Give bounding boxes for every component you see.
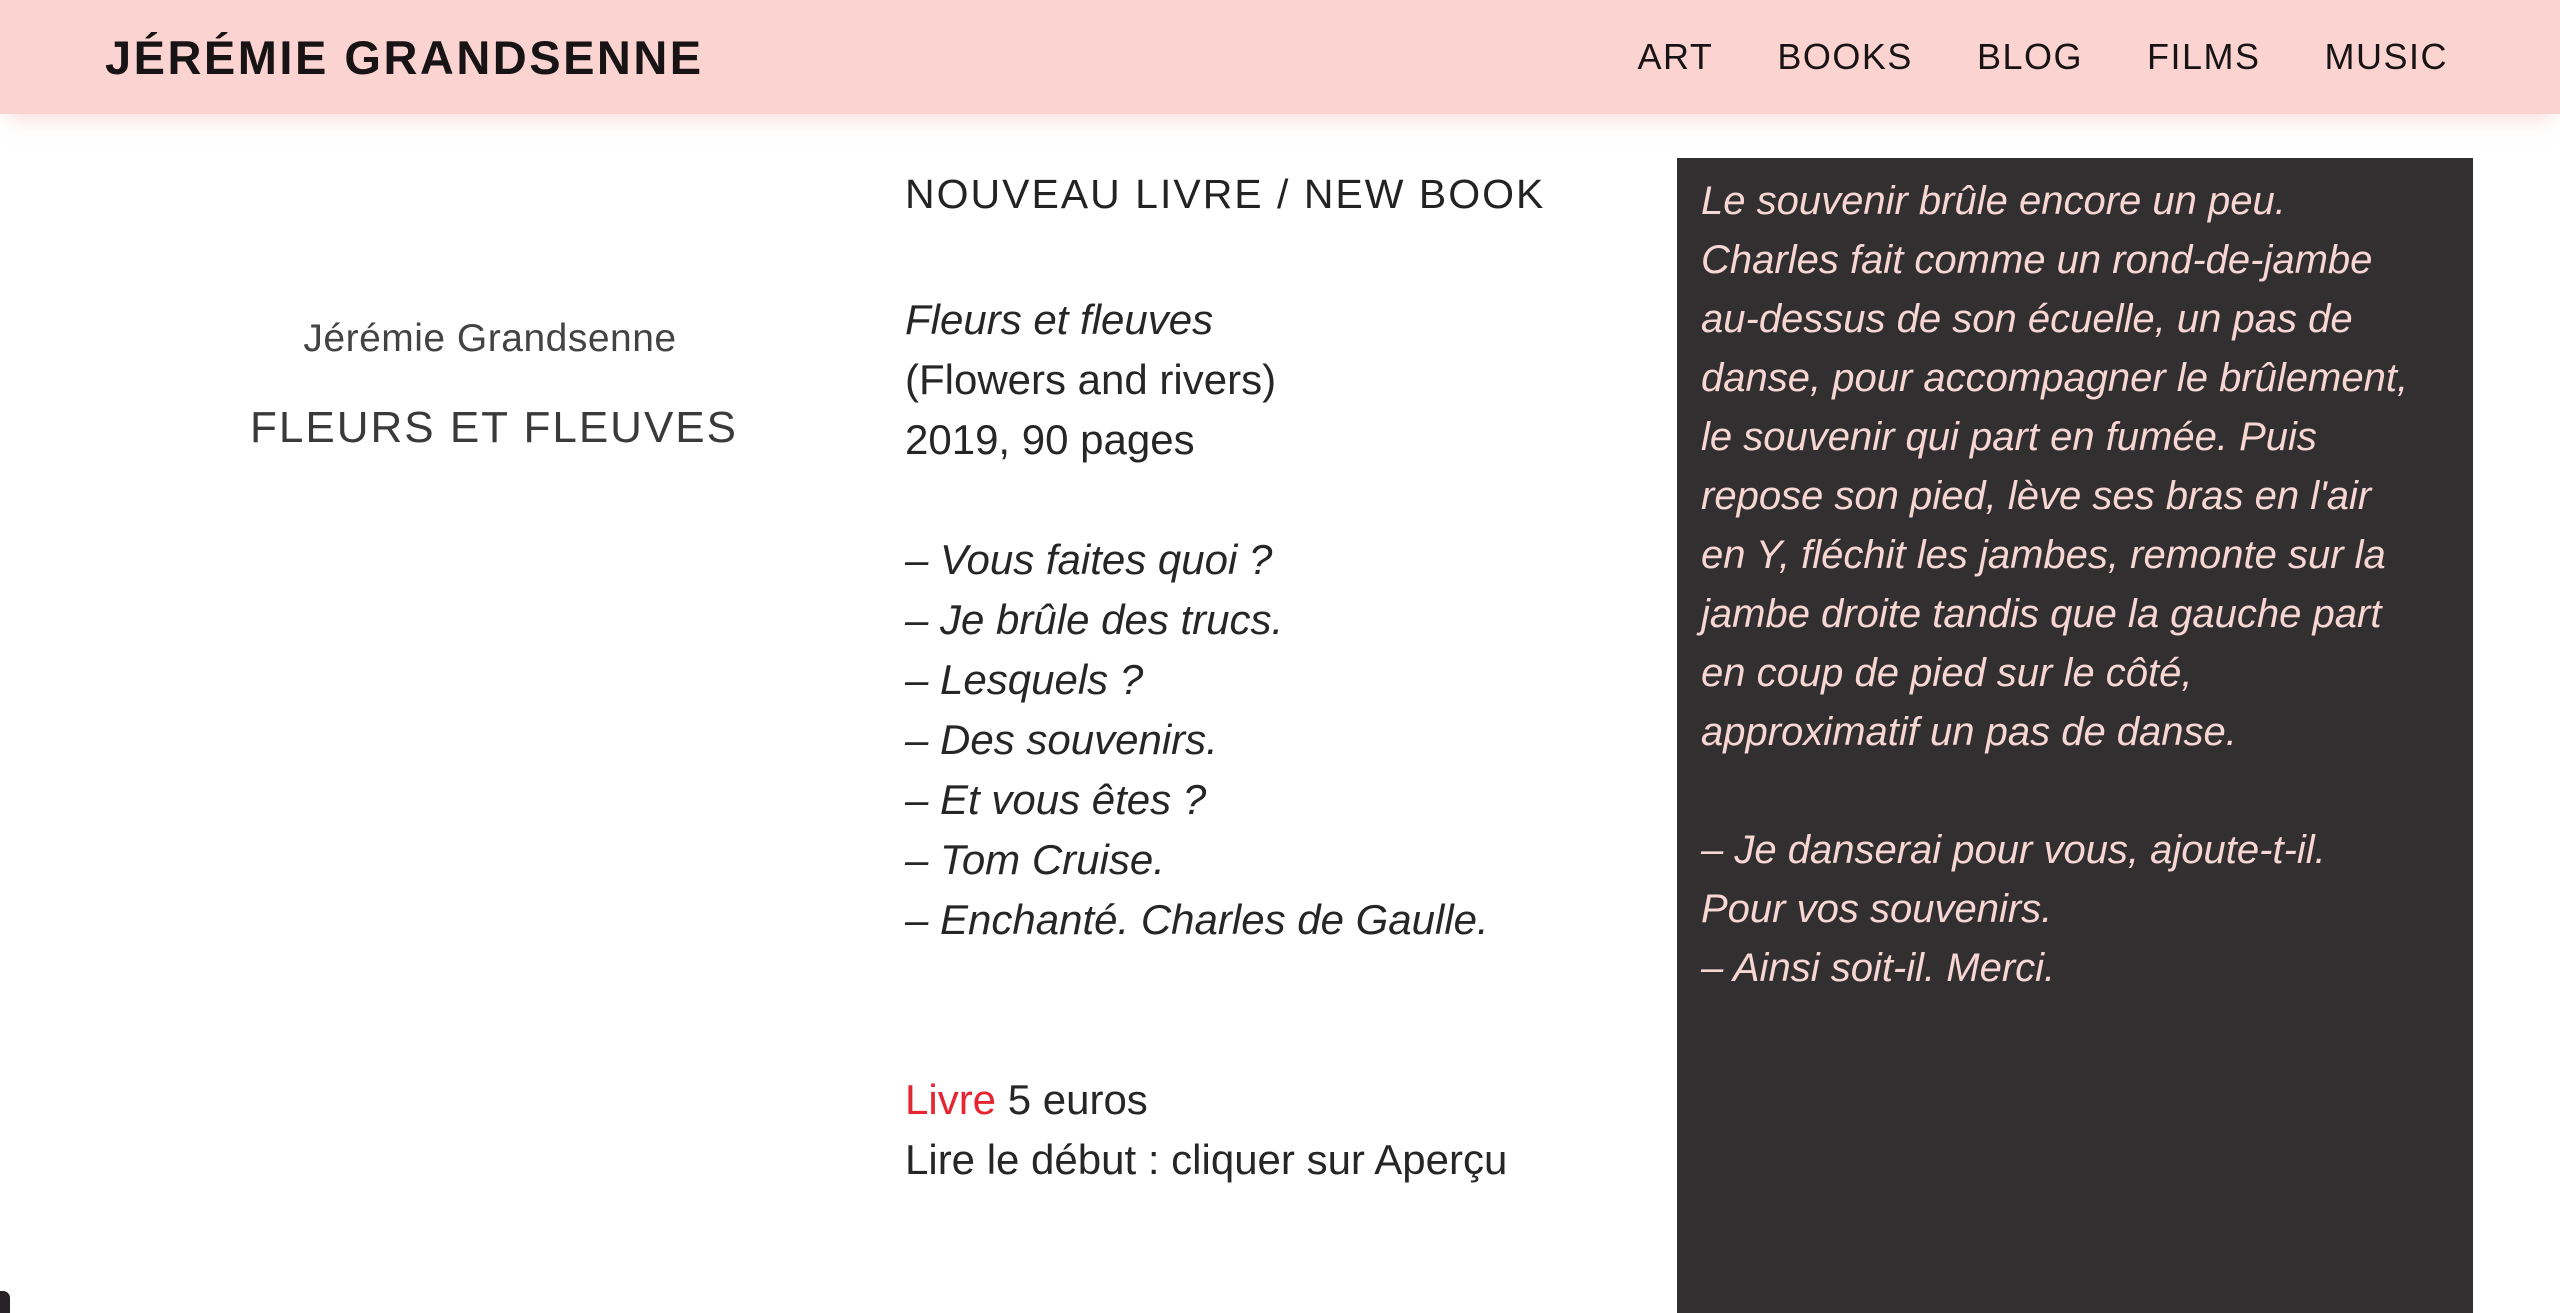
book-title: Fleurs et fleuves (905, 296, 1214, 343)
dialogue-line: – Enchanté. Charles de Gaulle. (905, 896, 1489, 943)
corner-artifact (0, 1291, 10, 1313)
excerpt-panel (1677, 158, 2473, 1313)
book-subtitle: (Flowers and rivers) (905, 356, 1277, 403)
price-line (905, 1070, 1605, 1130)
site-logo[interactable]: JÉRÉMIE GRANDSENNE (105, 30, 704, 84)
book-title-display: FLEURS ET FLEUVES (250, 403, 738, 452)
excerpt-dialogue-line: – Je danserai pour vous, ajoute-t-il. Pour vos souvenirs. (1701, 828, 2326, 931)
spacer (905, 470, 1605, 530)
excerpt-dialogue-line: – Ainsi soit-il. Merci. (1701, 946, 2056, 990)
nav-item-art[interactable]: ART (1637, 36, 1714, 77)
site-header (0, 0, 2560, 114)
spacer (905, 950, 1605, 1070)
nav-item-books[interactable]: BOOKS (1777, 36, 1913, 77)
dialogue-line: – Des souvenirs. (905, 716, 1218, 763)
nav-item-music[interactable]: MUSIC (2324, 36, 2448, 77)
main-nav (1638, 36, 2448, 78)
nav-item-blog[interactable]: BLOG (1976, 36, 2083, 77)
author-name: Jérémie Grandsenne (303, 317, 677, 360)
dialogue-line: – Vous faites quoi ? (905, 536, 1273, 583)
dialogue-line: – Je brûle des trucs. (905, 596, 1284, 643)
section-heading: NOUVEAU LIVRE / NEW BOOK (905, 171, 1546, 217)
book-info-column (905, 172, 1605, 1190)
buy-book-link[interactable]: Livre (905, 1076, 997, 1123)
nav-item-films[interactable]: FILMS (2146, 36, 2261, 77)
preview-hint: Lire le début : cliquer sur Aperçu (905, 1136, 1508, 1183)
dialogue-line: – Tom Cruise. (905, 836, 1165, 883)
excerpt-paragraph: Le souvenir brûle encore un peu. Charles fait comme un rond-de-jambe au-dessus de son écuelle, un pas de danse, pour accompagner le brûlement, le souvenir qui part en fumée. Puis repose son pied, lève ses bras en l'air en Y, fléchit les jambes, remonte sur la jambe droite tandis que la gauche part en coup de pied sur le côté, approximatif un pas de danse. (1701, 179, 2409, 754)
dialogue-line: – Et vous êtes ? (905, 776, 1207, 823)
book-cover-text (250, 315, 738, 453)
dialogue-line: – Lesquels ? (905, 656, 1144, 703)
price-text: 5 euros (996, 1076, 1148, 1123)
book-details: 2019, 90 pages (905, 416, 1195, 463)
